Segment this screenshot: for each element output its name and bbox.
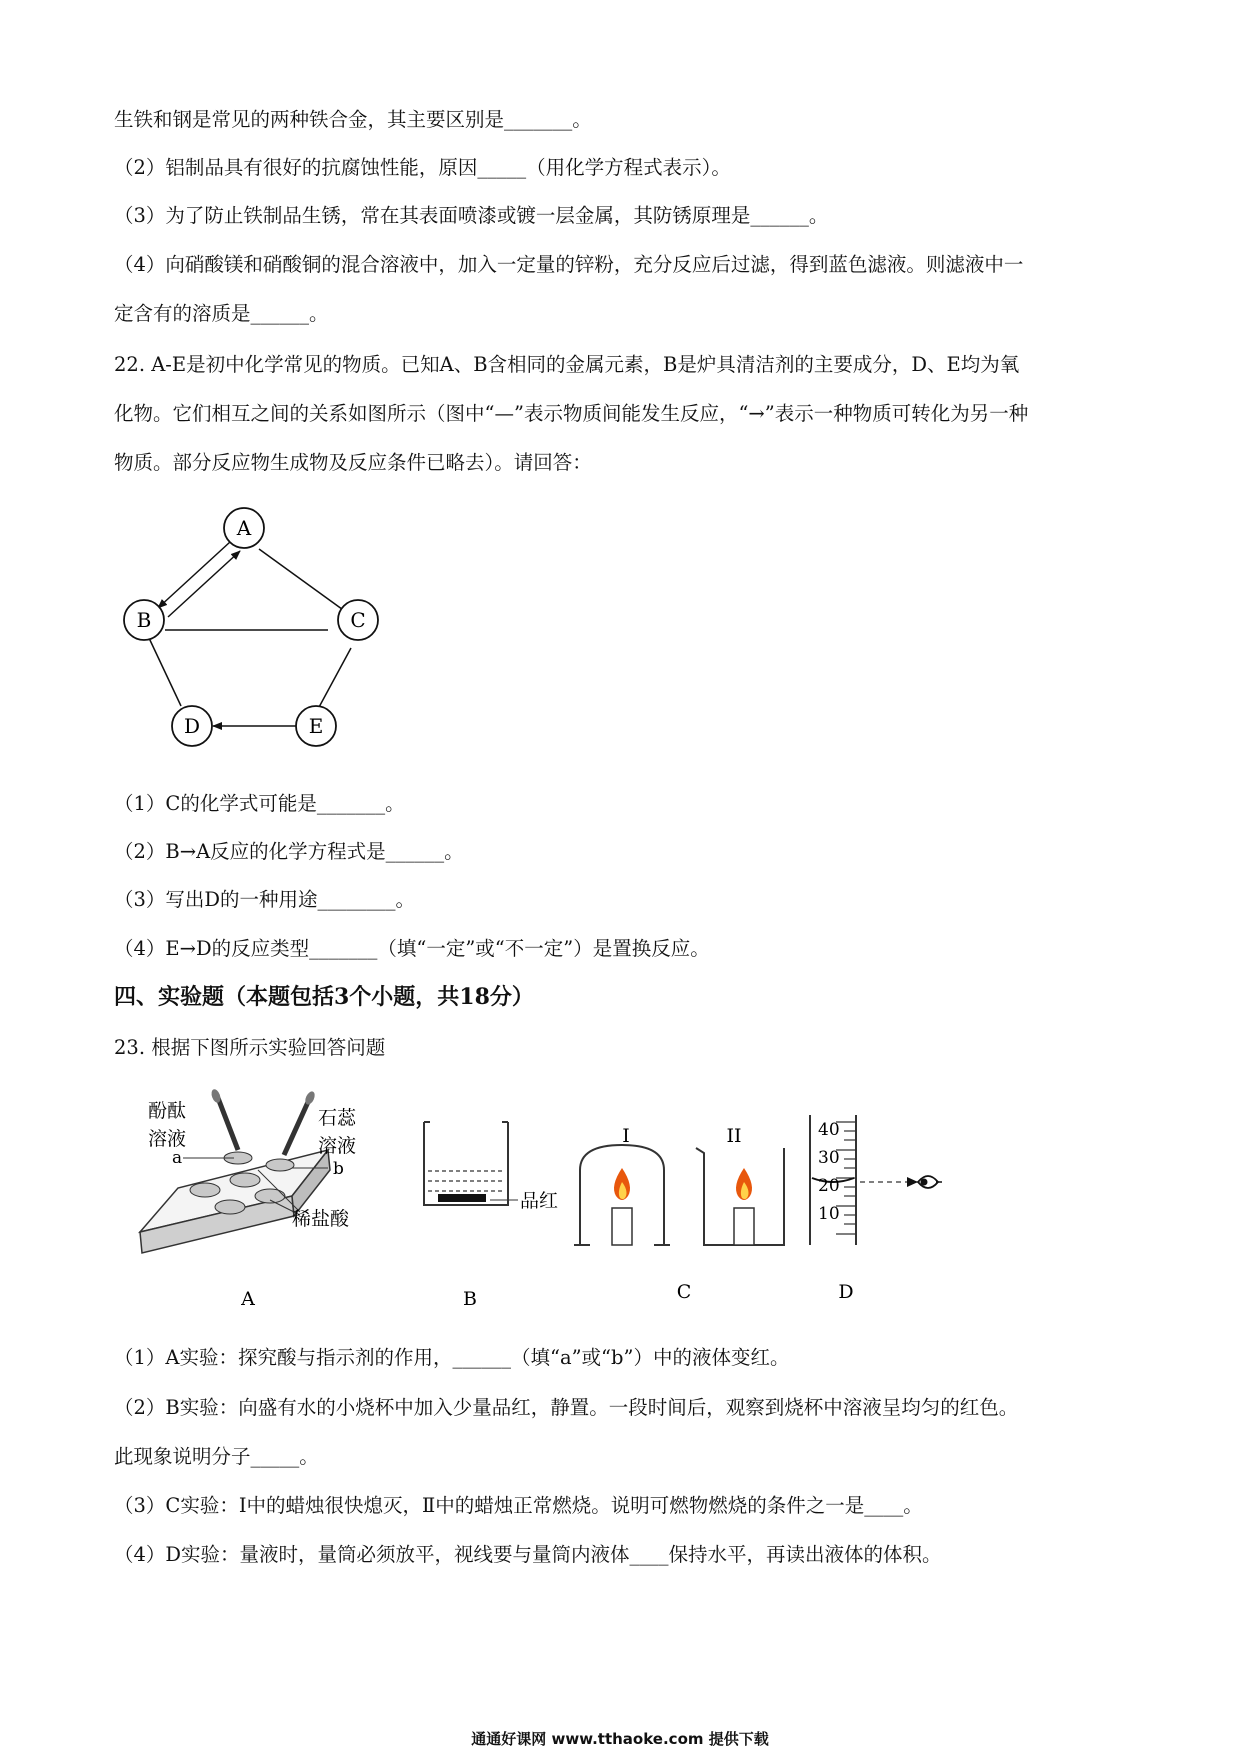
figure-a-spot-plate xyxy=(140,1150,330,1253)
section-heading: 四、实验题（本题包括3个小题，共18分） xyxy=(114,984,534,1010)
text-line: （3）为了防止铁制品生锈，常在其表面喷漆或镀一层金属，其防锈原理是______。 xyxy=(114,204,829,227)
label-rhodamine: 品红 xyxy=(520,1190,559,1212)
label-phenolphthalein-2: 溶液 xyxy=(148,1128,187,1150)
caption-b: B xyxy=(463,1288,477,1310)
q22-question: （3）写出D的一种用途________。 xyxy=(114,888,416,911)
text-line: 生铁和钢是常见的两种铁合金，其主要区别是_______。 xyxy=(114,108,592,131)
node-c xyxy=(338,600,378,640)
figure-c-candle-jar-1 xyxy=(574,1145,670,1245)
node-d xyxy=(172,706,212,746)
eye-icon xyxy=(918,1176,942,1188)
caption-a: A xyxy=(241,1288,255,1310)
text-line: （4）向硝酸镁和硝酸铜的混合溶液中，加入一定量的锌粉，充分反应后过滤，得到蓝色滤液。则滤液中一 xyxy=(114,253,1024,276)
q23-question: （2）B实验：向盛有水的小烧杯中加入少量品红，静置。一段时间后，观察到烧杯中溶液呈均匀的红色。 xyxy=(114,1396,1019,1419)
tick-20: 20 xyxy=(818,1176,840,1196)
figure-b-beaker xyxy=(424,1122,518,1205)
arrow-a-to-b xyxy=(158,542,230,608)
dropper-litmus xyxy=(284,1090,317,1155)
q22-question: （2）B→A反应的化学方程式是______。 xyxy=(114,840,464,863)
label-jar-1: I xyxy=(622,1125,630,1147)
tick-40: 40 xyxy=(818,1120,840,1140)
label-hydrochloric-acid: 稀盐酸 xyxy=(292,1208,350,1230)
page-footer: 通通好课网 www.tthaoke.com 提供下载 xyxy=(471,1730,769,1748)
edge-c-e xyxy=(318,648,351,709)
svg-text:C: C xyxy=(350,608,366,632)
q22-question: （1）C的化学式可能是_______。 xyxy=(114,792,405,815)
text-line: （2）铝制品具有很好的抗腐蚀性能，原因_____（用化学方程式表示）。 xyxy=(114,156,731,179)
q23-question: （4）D实验：量液时，量筒必须放平，视线要与量筒内液体____保持水平，再读出液体的体积。 xyxy=(114,1543,942,1566)
svg-text:D: D xyxy=(183,714,201,738)
label-b: b xyxy=(333,1159,344,1179)
dropper-phenolphthalein xyxy=(210,1088,238,1150)
q22-stem-line: 化物。它们相互之间的关系如图所示（图中“—”表示物质间能发生反应，“→”表示一种物质可转化为另一种 xyxy=(114,402,1029,425)
arrow-b-to-a xyxy=(168,551,240,617)
q23-stem: 23. 根据下图所示实验回答问题 xyxy=(114,1036,386,1059)
label-phenolphthalein-1: 酚酞 xyxy=(148,1100,187,1122)
caption-d: D xyxy=(838,1281,854,1303)
svg-text:E: E xyxy=(308,714,324,738)
caption-c: C xyxy=(676,1281,692,1303)
q23-question: 此现象说明分子_____。 xyxy=(114,1445,319,1468)
svg-text:B: B xyxy=(136,608,152,632)
label-litmus-2: 溶液 xyxy=(318,1135,357,1157)
node-a xyxy=(224,508,264,548)
edge-b-d xyxy=(149,638,181,706)
q23-question: （1）A实验：探究酸与指示剂的作用，______（填“a”或“b”）中的液体变红。 xyxy=(114,1346,790,1369)
q22-question: （4）E→D的反应类型_______（填“一定”或“不一定”）是置换反应。 xyxy=(114,937,710,960)
tick-30: 30 xyxy=(818,1148,840,1168)
q23-experiment-figure xyxy=(130,1085,950,1315)
q22-stem-line: 物质。部分反应物生成物及反应条件已略去）。请回答： xyxy=(114,451,592,474)
figure-c-beaker-2 xyxy=(696,1148,784,1245)
label-jar-2: II xyxy=(726,1125,742,1147)
q23-question: （3）C实验：Ⅰ中的蜡烛很快熄灭，Ⅱ中的蜡烛正常燃烧。说明可燃物燃烧的条件之一是____。 xyxy=(114,1494,923,1517)
label-litmus-1: 石蕊 xyxy=(318,1107,357,1129)
q22-relation-diagram xyxy=(100,495,400,765)
svg-text:A: A xyxy=(236,516,252,540)
node-b xyxy=(124,600,164,640)
tick-10: 10 xyxy=(818,1204,840,1224)
label-a: a xyxy=(172,1148,183,1168)
node-e xyxy=(296,706,336,746)
q22-stem-line: 22. A-E是初中化学常见的物质。已知A、B含相同的金属元素，B是炉具清洁剂的主要成分，D、E均为氧 xyxy=(114,353,1020,376)
edge-a-c xyxy=(259,549,346,612)
text-line: 定含有的溶质是______。 xyxy=(114,302,329,325)
